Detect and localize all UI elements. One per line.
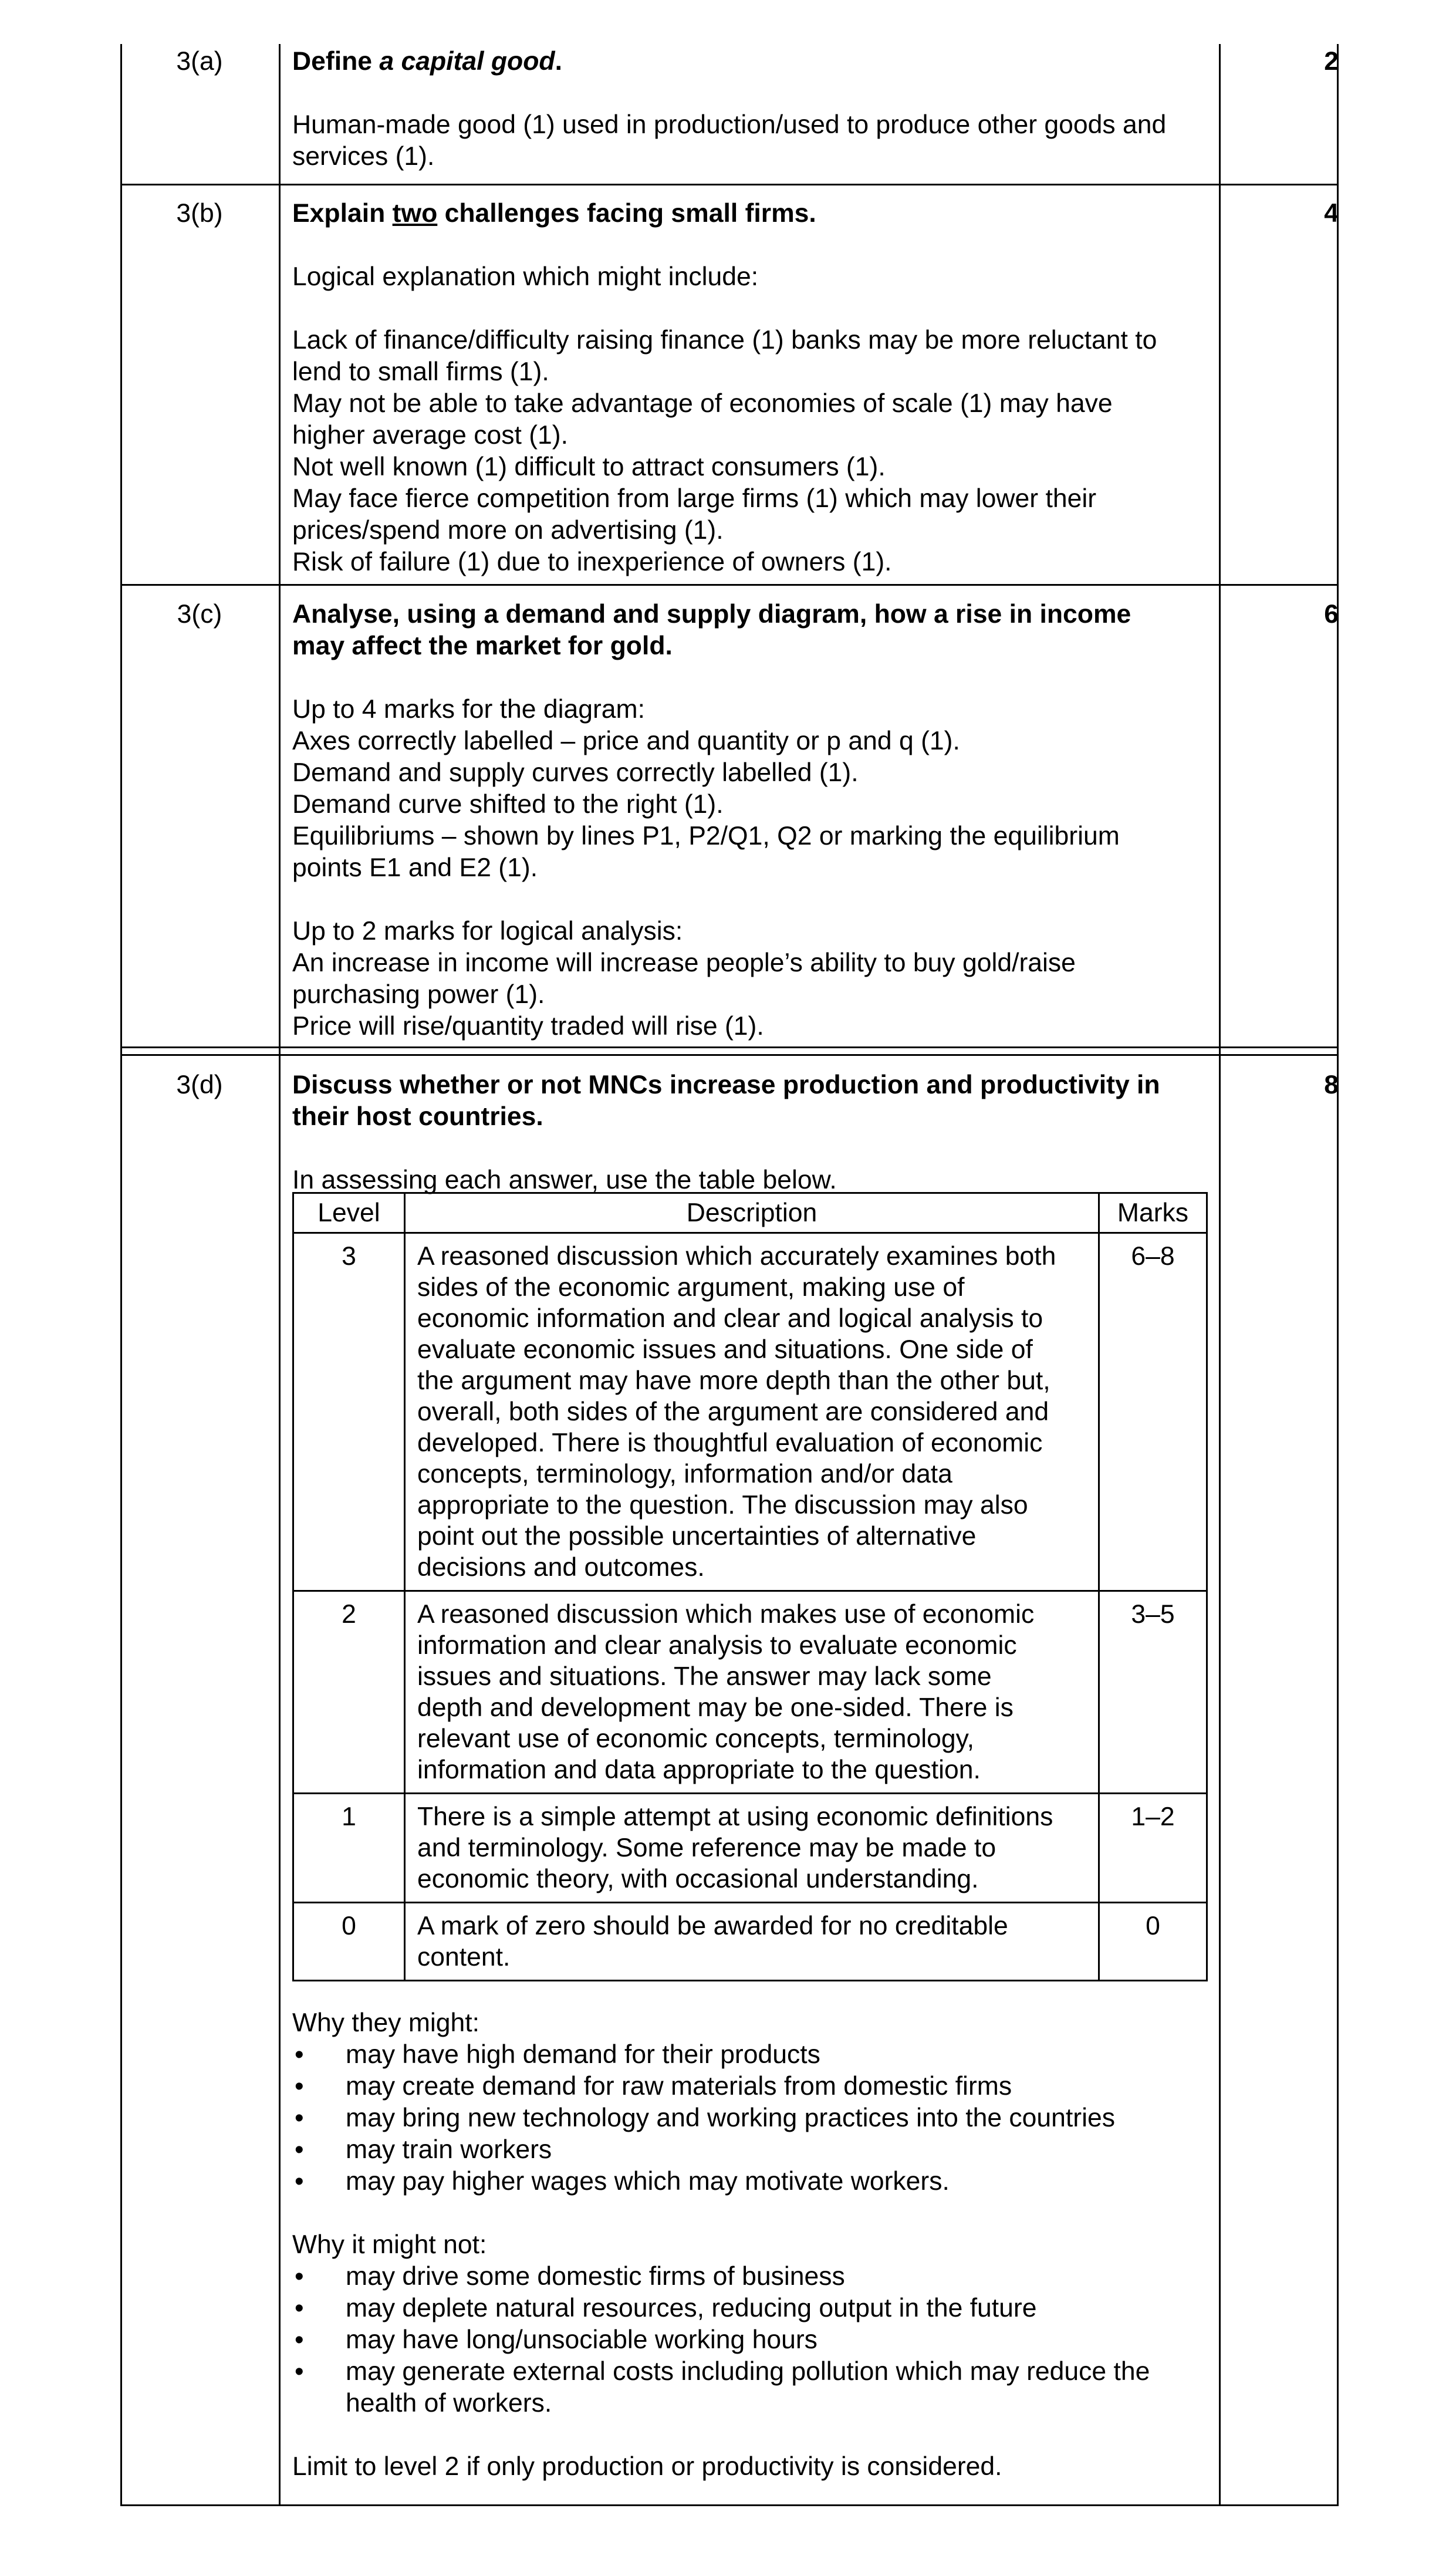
list-item bbox=[292, 2324, 1219, 2356]
table-intro: In assessing each answer, use the table below. bbox=[292, 1166, 837, 1194]
list-item: • may train workers bbox=[292, 2134, 1219, 2166]
table-border-right bbox=[1337, 44, 1339, 2506]
why-might-list bbox=[292, 2039, 1219, 2197]
row-divider-3c-3d-bottom bbox=[120, 1054, 1339, 1056]
description-line: There is a simple attempt at using economic definitions bbox=[417, 1802, 1053, 1831]
answer-line: lend to small firms (1). bbox=[292, 357, 549, 386]
why-not-list bbox=[292, 2261, 1219, 2419]
answer-line: Axes correctly labelled – price and quantity or p and q (1). bbox=[292, 727, 960, 755]
answer-line: Risk of failure (1) due to inexperience of owners (1). bbox=[292, 548, 892, 576]
description-line: evaluate economic issues and situations. One side of bbox=[417, 1335, 1033, 1364]
marks-3b: 4 bbox=[1324, 199, 1339, 228]
list-item: • may pay higher wages which may motivate workers. bbox=[292, 2166, 1219, 2197]
description-line: A reasoned discussion which accurately examines both bbox=[417, 1242, 1056, 1271]
levels-table bbox=[292, 1192, 1208, 1981]
question-number-3d: 3(d) bbox=[176, 1071, 223, 1099]
answer-line: purchasing power (1). bbox=[292, 980, 545, 1009]
marks-3d: 8 bbox=[1324, 1071, 1339, 1099]
title-underlined-word: two bbox=[392, 199, 438, 228]
answer-line: Price will rise/quantity traded will rise (1). bbox=[292, 1012, 764, 1041]
header-description: Description bbox=[405, 1193, 1099, 1233]
question-3a-content bbox=[292, 46, 1219, 173]
answer-line: Up to 4 marks for the diagram: bbox=[292, 695, 645, 724]
description-line: information and data appropriate to the question. bbox=[417, 1755, 981, 1784]
description-line: economic information and clear and logical analysis to bbox=[417, 1304, 1043, 1333]
answer-line: Demand curve shifted to the right (1). bbox=[292, 790, 724, 819]
description-line: point out the possible uncertainties of alternative bbox=[417, 1522, 977, 1551]
description-line: A reasoned discussion which makes use of economic bbox=[417, 1600, 1035, 1629]
question-3d-title: Discuss whether or not MNCs increase production and productivity in bbox=[292, 1071, 1160, 1099]
description-line: and terminology. Some reference may be made to bbox=[417, 1834, 996, 1862]
list-item-text: may drive some domestic firms of business bbox=[346, 2262, 845, 2291]
level-cell: 0 bbox=[293, 1903, 405, 1981]
list-item-text: may have long/unsociable working hours bbox=[346, 2325, 817, 2354]
question-3c-content bbox=[292, 599, 1219, 1042]
marks-cell: 6–8 bbox=[1099, 1233, 1207, 1591]
row-divider-3c-3d-top bbox=[120, 1046, 1339, 1048]
answer-line: May face fierce competition from large firms (1) which may lower their bbox=[292, 484, 1097, 513]
marks-cell: 1–2 bbox=[1099, 1794, 1207, 1903]
description-cell bbox=[405, 1233, 1099, 1591]
marks-cell: 0 bbox=[1099, 1903, 1207, 1981]
answer-line: prices/spend more on advertising (1). bbox=[292, 516, 724, 545]
row-divider-3a-3b bbox=[120, 184, 1339, 185]
description-line: concepts, terminology, information and/or data bbox=[417, 1460, 952, 1488]
table-border-bottom bbox=[120, 2504, 1339, 2506]
description-cell bbox=[405, 1903, 1099, 1981]
header-marks: Marks bbox=[1099, 1193, 1207, 1233]
description-line: overall, both sides of the argument are considered and bbox=[417, 1397, 1049, 1426]
answer-line: Up to 2 marks for logical analysis: bbox=[292, 917, 683, 946]
level-cell: 1 bbox=[293, 1794, 405, 1903]
list-item bbox=[292, 2261, 1219, 2293]
level-cell: 3 bbox=[293, 1233, 405, 1591]
description-line: sides of the economic argument, making use of bbox=[417, 1273, 965, 1302]
title-prefix: Define bbox=[292, 47, 380, 76]
list-item: • may have high demand for their products bbox=[292, 2039, 1219, 2071]
answer-line: higher average cost (1). bbox=[292, 421, 568, 450]
answer-line: services (1). bbox=[292, 142, 435, 171]
question-number-3a: 3(a) bbox=[176, 47, 223, 76]
description-line: appropriate to the question. The discussion may also bbox=[417, 1491, 1028, 1520]
description-line: A mark of zero should be awarded for no creditable bbox=[417, 1912, 1008, 1940]
question-3d-discussion bbox=[292, 2007, 1219, 2483]
answer-line: Not well known (1) difficult to attract consumers (1). bbox=[292, 453, 886, 481]
list-item: • may bring new technology and working practices into the countries bbox=[292, 2102, 1219, 2134]
description-line: economic theory, with occasional understanding. bbox=[417, 1865, 979, 1893]
list-item-text: may deplete natural resources, reducing output in the future bbox=[346, 2294, 1037, 2322]
answer-line: May not be able to take advantage of economies of scale (1) may have bbox=[292, 389, 1113, 418]
answer-line: points E1 and E2 (1). bbox=[292, 853, 538, 882]
answer-line: Equilibriums – shown by lines P1, P2/Q1, Q2 or marking the equilibrium bbox=[292, 822, 1120, 850]
table-header-row bbox=[293, 1193, 1207, 1233]
marks-cell: 3–5 bbox=[1099, 1591, 1207, 1794]
question-3a-title bbox=[292, 46, 1219, 77]
marks-3c: 6 bbox=[1324, 600, 1339, 629]
why-not-heading: Why it might not: bbox=[292, 2230, 487, 2259]
list-item bbox=[292, 2356, 1219, 2419]
description-line: developed. There is thoughtful evaluation of economic bbox=[417, 1429, 1043, 1457]
table-row bbox=[293, 1903, 1207, 1981]
marks-3a: 2 bbox=[1324, 47, 1339, 76]
title-suffix: challenges facing small firms. bbox=[437, 199, 816, 228]
header-level: Level bbox=[293, 1193, 405, 1233]
list-item bbox=[292, 2293, 1219, 2324]
title-prefix: Explain bbox=[292, 199, 393, 228]
question-3c-title: may affect the market for gold. bbox=[292, 632, 673, 660]
title-emphasis: a capital good bbox=[379, 47, 555, 76]
answer-line: Lack of finance/difficulty raising finance (1) banks may be more reluctant to bbox=[292, 326, 1157, 355]
question-3d-title: their host countries. bbox=[292, 1102, 543, 1131]
description-line: content. bbox=[417, 1943, 511, 1971]
description-cell bbox=[405, 1794, 1099, 1903]
answer-line: Demand and supply curves correctly labelled (1). bbox=[292, 758, 859, 787]
column-divider-question bbox=[279, 44, 281, 2506]
table-border-left bbox=[120, 44, 122, 2506]
row-divider-3b-3c bbox=[120, 584, 1339, 586]
list-item-text: health of workers. bbox=[346, 2389, 552, 2418]
limit-note: Limit to level 2 if only production or productivity is considered. bbox=[292, 2452, 1002, 2481]
question-number-3b: 3(b) bbox=[176, 199, 223, 228]
level-cell: 2 bbox=[293, 1591, 405, 1794]
question-3d-header bbox=[292, 1069, 1219, 1196]
description-line: issues and situations. The answer may lack some bbox=[417, 1662, 992, 1691]
table-row bbox=[293, 1591, 1207, 1794]
description-line: decisions and outcomes. bbox=[417, 1553, 705, 1582]
question-3c-title: Analyse, using a demand and supply diagram, how a rise in income bbox=[292, 600, 1131, 629]
description-line: relevant use of economic concepts, terminology, bbox=[417, 1724, 974, 1753]
description-line: information and clear analysis to evaluate economic bbox=[417, 1631, 1017, 1660]
title-suffix: . bbox=[555, 47, 562, 76]
question-number-3c: 3(c) bbox=[177, 600, 222, 629]
question-3b-title bbox=[292, 198, 1219, 229]
description-cell bbox=[405, 1591, 1099, 1794]
table-row bbox=[293, 1233, 1207, 1591]
list-item: • may create demand for raw materials from domestic firms bbox=[292, 2071, 1219, 2102]
why-might-heading: Why they might: bbox=[292, 2008, 480, 2037]
description-line: the argument may have more depth than the other but, bbox=[417, 1366, 1050, 1395]
table-row bbox=[293, 1794, 1207, 1903]
answer-line: Human-made good (1) used in production/used to produce other goods and bbox=[292, 110, 1167, 139]
answer-line: An increase in income will increase people’s ability to buy gold/raise bbox=[292, 948, 1076, 977]
intro-line: Logical explanation which might include: bbox=[292, 262, 759, 291]
description-line: depth and development may be one-sided. There is bbox=[417, 1693, 1014, 1722]
question-3b-content bbox=[292, 198, 1219, 578]
list-item-text: • may generate external costs including pollution which may reduce the bbox=[346, 2357, 1150, 2386]
